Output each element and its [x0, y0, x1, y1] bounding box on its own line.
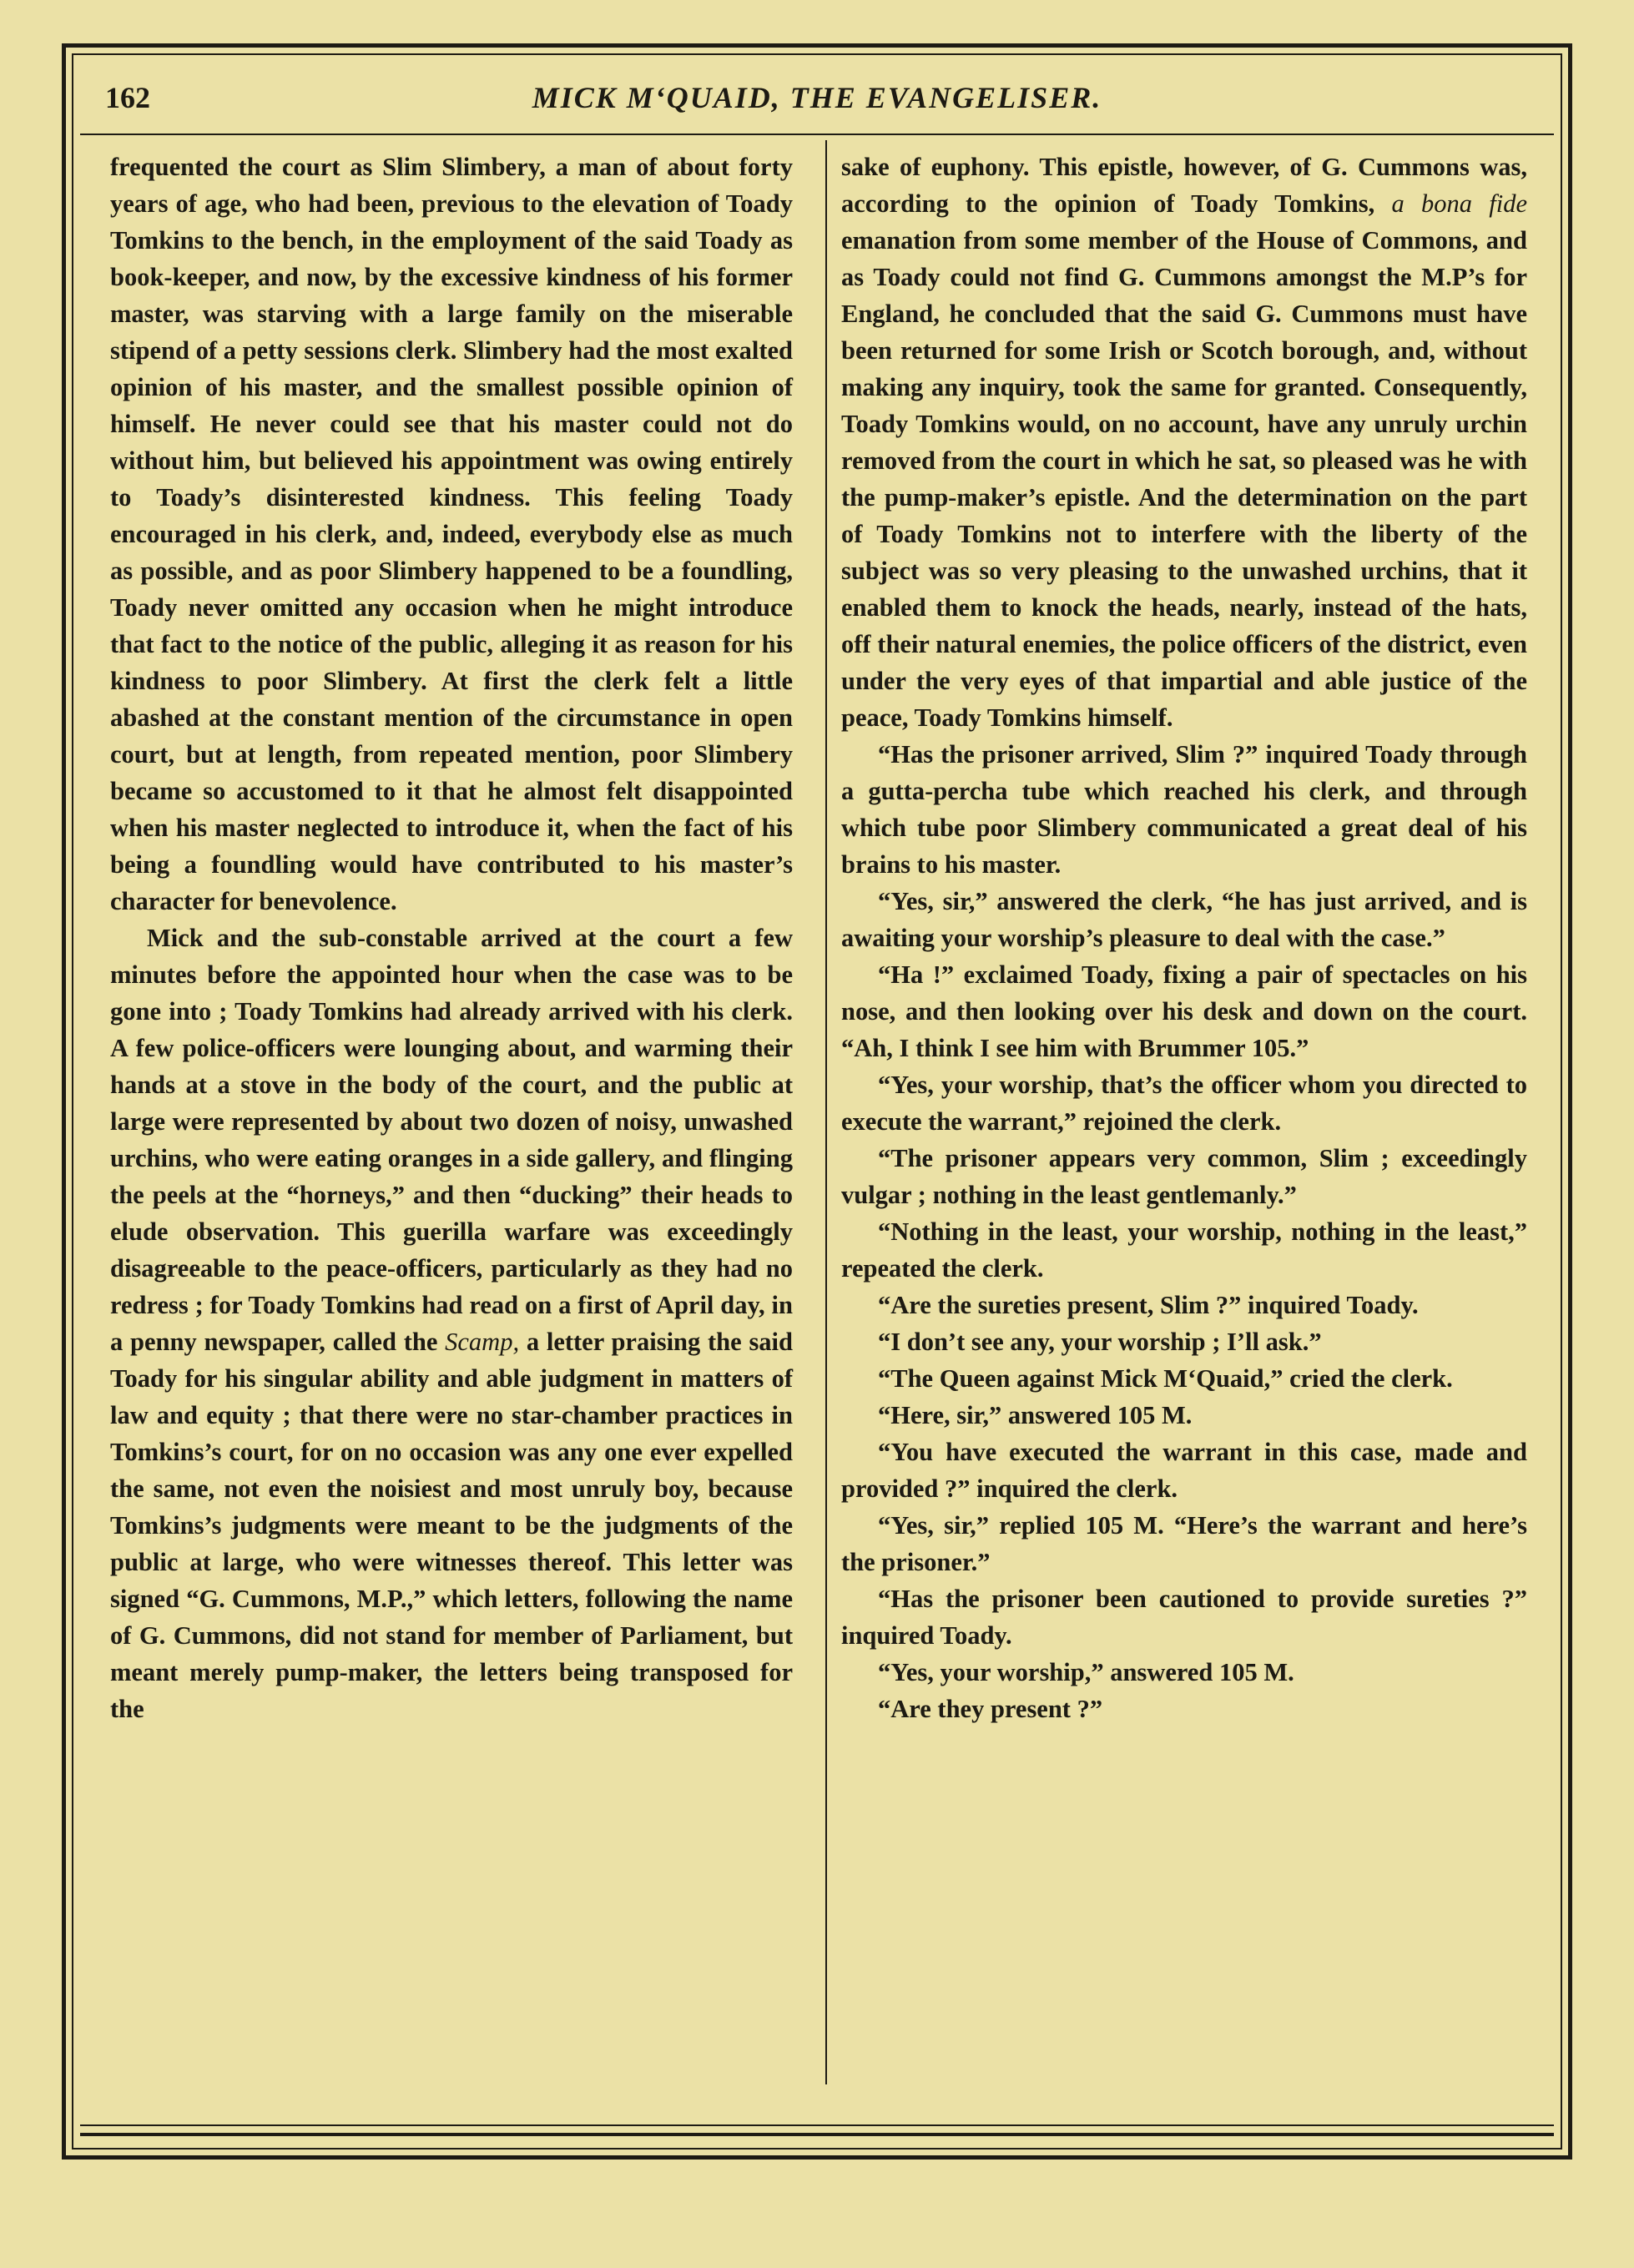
header-rule	[80, 134, 1554, 135]
dialogue-paragraph: “Yes, sir,” replied 105 M. “Here’s the warrant and here’s the prisoner.”	[841, 1511, 1527, 1576]
dialogue-paragraph: “Yes, sir,” answered the clerk, “he has just arrived, and is awaiting your worship’s pleasure to deal with the case.”	[841, 887, 1527, 952]
text-run: a letter praising the said Toady for his singular ability and able judgment in matters of law and equity ; that there were no star-chamber practices in Tomkins’s court, for on no occasion was any one ever expelled the same, not even the noisiest and most unruly boy, because Tomkins’s judgments were meant to be the judgments of the public at large, who were witnesses thereof. This letter was signed “G. Cummons, M.P.,” which letters, following the name of G. Cummons, did not stand for member of Parliament, but meant merely pump-maker, the letters being transposed for the	[110, 1328, 793, 1723]
page-number: 162	[105, 81, 150, 114]
text-run: sake of euphony. This epistle, however, of G. Cummons was, according to the opinion of Toady Tomkins,	[841, 153, 1527, 218]
right-column	[841, 149, 1527, 1727]
dialogue-paragraph: “Are they present ?”	[878, 1695, 1103, 1723]
dialogue-paragraph: “I don’t see any, your worship ; I’ll ask.”	[878, 1328, 1322, 1356]
dialogue-paragraph: “You have executed the warrant in this case, made and provided ?” inquired the clerk.	[841, 1438, 1527, 1503]
dialogue-paragraph: “Nothing in the least, your worship, nothing in the least,” repeated the clerk.	[841, 1217, 1527, 1283]
italic-phrase: a bona fide	[1391, 189, 1527, 218]
page-header	[80, 68, 1554, 127]
dialogue-paragraph: “The prisoner appears very common, Slim ; exceedingly vulgar ; nothing in the least gentlemanly.”	[841, 1144, 1527, 1209]
dialogue-paragraph: “Has the prisoner been cautioned to provide sureties ?” inquired Toady.	[841, 1585, 1527, 1650]
left-column	[110, 149, 793, 1727]
column-divider	[825, 140, 827, 2084]
paragraph	[841, 149, 1527, 736]
dialogue-paragraph: “Has the prisoner arrived, Slim ?” inquired Toady through a gutta-percha tube which reached his clerk, and through which tube poor Slimbery communicated a great deal of his brains to his master.	[841, 740, 1527, 879]
dialogue-paragraph: “Yes, your worship,” answered 105 M.	[878, 1658, 1294, 1686]
text-run: Mick and the sub-constable arrived at the court a few minutes before the appointed hour when the case was to be gone into ; Toady Tomkins had already arrived with his clerk. A few police-officers were lounging about, and warming their hands at a stove in the body of the court, and the public at large were represented by about two dozen of noisy, unwashed urchins, who were eating oranges in a side gallery, and flinging the peels at the “horneys,” and then “ducking” their heads to elude observation. This guerilla warfare was exceedingly disagreeable to the peace-officers, particularly as they had no redress ; for Toady Tomkins had read on a first of April day, in a penny newspaper, called the	[110, 924, 793, 1356]
footer-rule	[80, 2124, 1554, 2126]
newspaper-title: Scamp,	[445, 1328, 520, 1356]
paragraph: frequented the court as Slim Slimbery, a man of about forty years of age, who had been, previous to the elevation of Toady Tomkins to the bench, in the employment of the said Toady as book-keeper, and now, by the excessive kindness of his former master, was starving with a large family on the miserable stipend of a petty sessions clerk. Slimbery had the most exalted opinion of his master, and the smallest possible opinion of himself. He never could see that his master could not do without him, but believed his appointment was owing entirely to Toady’s disinterested kindness. This feeling Toady encouraged in his clerk, and, indeed, everybody else as much as possible, and as poor Slimbery happened to be a foundling, Toady never omitted any occasion when he might introduce that fact to the notice of the public, alleging it as reason for his kindness to poor Slimbery. At first the clerk felt a little abashed at the constant mention of the circumstance in open court, but at length, from repeated mention, poor Slimbery became so accustomed to it that he almost felt disappointed when his master neglected to introduce it, when the fact of his being a foundling would have contributed to his master’s character for benevolence.	[110, 153, 793, 915]
dialogue-paragraph: “Yes, your worship, that’s the officer whom you directed to execute the warrant,” rejoined the clerk.	[841, 1071, 1527, 1136]
running-title: MICK M‘QUAID, THE EVANGELISER.	[532, 81, 1102, 114]
dialogue-paragraph: “Are the sureties present, Slim ?” inquired Toady.	[878, 1291, 1419, 1319]
footer-rule-thick	[80, 2133, 1554, 2136]
dialogue-paragraph: “The Queen against Mick M‘Quaid,” cried the clerk.	[878, 1364, 1453, 1393]
text-run: emanation from some member of the House of Commons, and as Toady could not find G. Cummons amongst the M.P’s for England, he concluded that the said G. Cummons must have been returned for some Irish or Scotch borough, and, without making any inquiry, took the same for granted. Consequently, Toady Tomkins would, on no account, have any unruly urchin removed from the court in which he sat, so pleased was he with the pump-maker’s epistle. And the determination on the part of Toady Tomkins not to interfere with the liberty of the subject was so very pleasing to the unwashed urchins, that it enabled them to knock the heads, nearly, instead of the hats, off their natural enemies, the police officers of the district, even under the very eyes of that impartial and able justice of the peace, Toady Tomkins himself.	[841, 226, 1527, 732]
dialogue-paragraph: “Here, sir,” answered 105 M.	[878, 1401, 1193, 1429]
paragraph	[110, 920, 793, 1727]
dialogue-paragraph: “Ha !” exclaimed Toady, fixing a pair of spectacles on his nose, and then looking over his desk and down on the court. “Ah, I think I see him with Brummer 105.”	[841, 960, 1527, 1062]
